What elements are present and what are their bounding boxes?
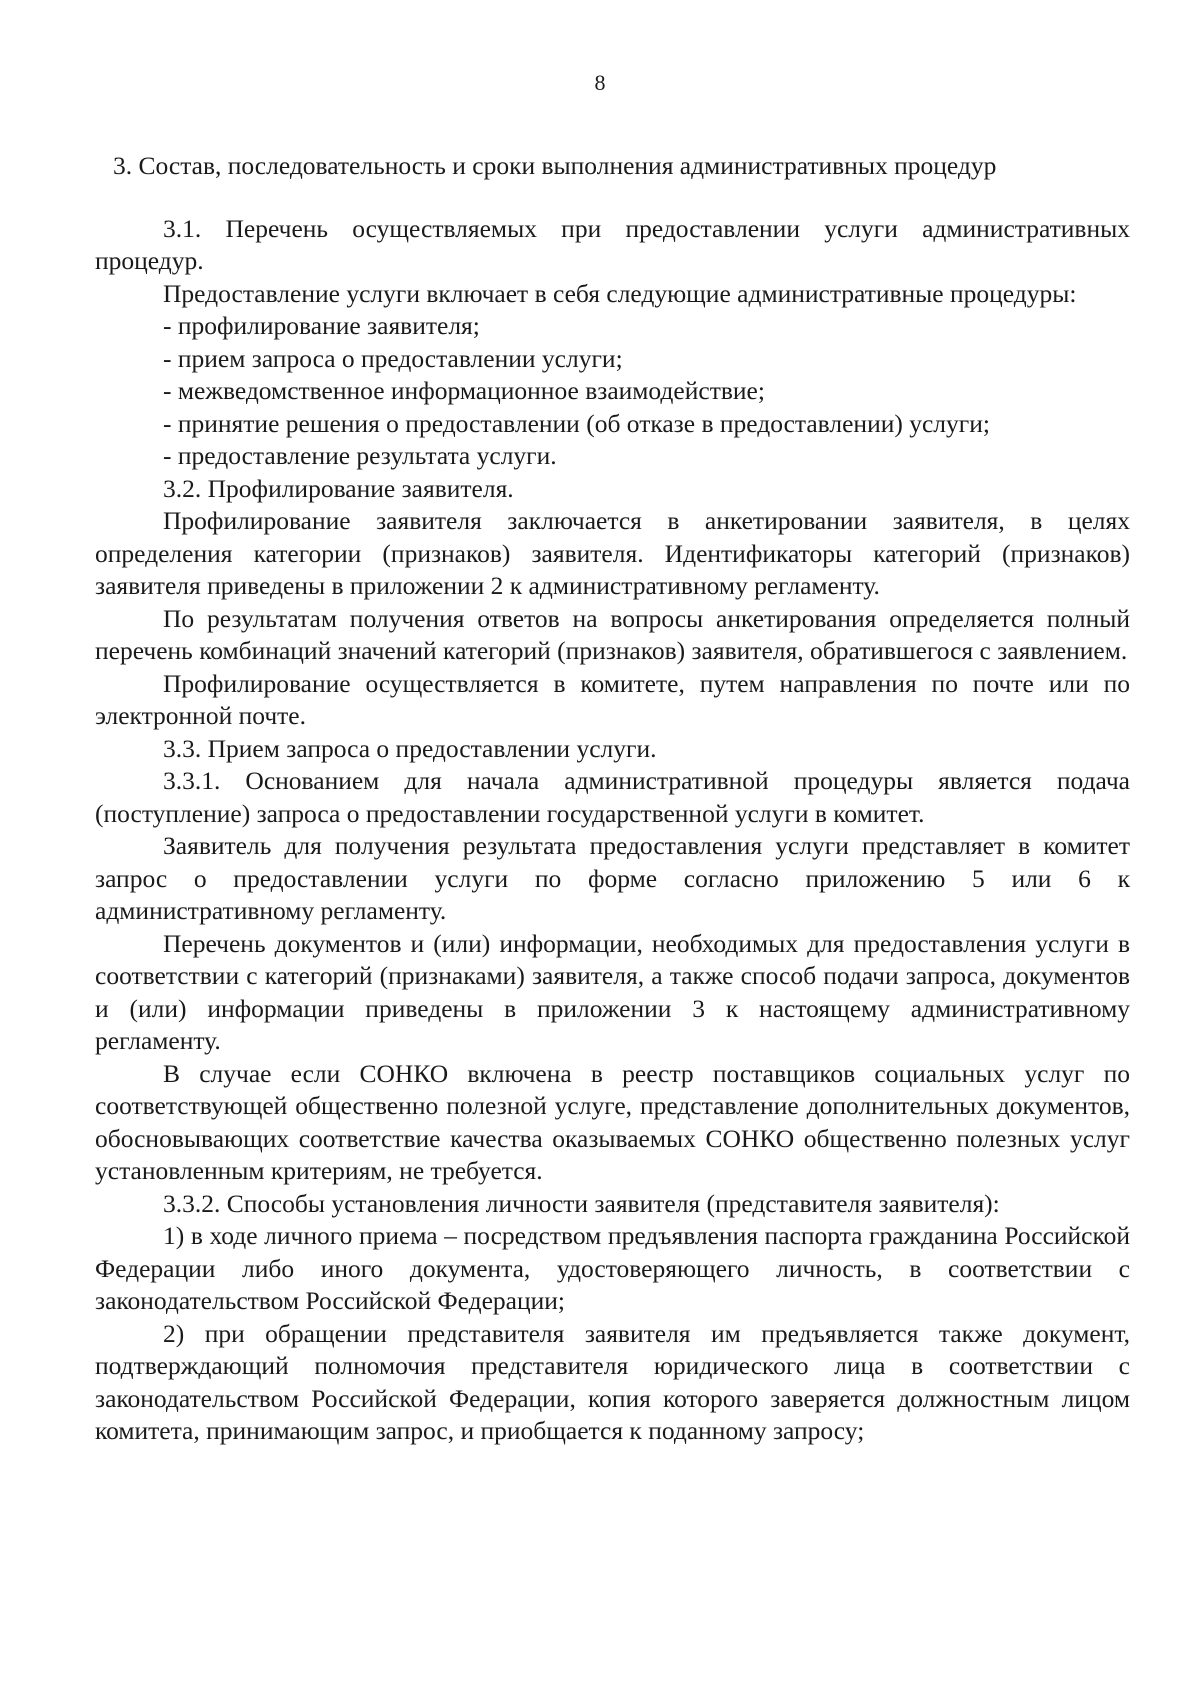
section-3-2-paragraph: По результатам получения ответов на вопросы анкетирования определяется полный перечень комбинаций значений категорий (признаков) заявителя, обратившегося с заявлением. — [95, 603, 1130, 665]
list-item: - принятие решения о предоставлении (об отказе в предоставлении) услуги; — [163, 408, 990, 438]
section-heading: 3. Состав, последовательность и сроки выполнения административных процедур — [113, 151, 997, 180]
list-item: - предоставление результата услуги. — [163, 441, 557, 470]
section-3-2-title: 3.2. Профилирование заявителя. — [163, 473, 514, 503]
page-number: 8 — [594, 70, 606, 95]
section-3-2-paragraph: Профилирование заявителя заключается в анкетировании заявителя, в целях определения категории (признаков) заявителя. Идентификаторы категорий (признаков) заявителя приведены в приложении 2 к административному регламенту. — [95, 506, 1130, 600]
section-3-3-paragraph: В случае если СОНКО включена в реестр поставщиков социальных услуг по соответствующей общественно полезной услуге, представление дополнительных документов, обосновывающих соответствие качества оказываемых СОНКО общественно полезных услуг установленным критериям, не требуется. — [95, 1058, 1130, 1185]
section-3-3-paragraph: Заявитель для получения результата предоставления услуги представляет в комитет запрос о предоставлении услуги по форме согласно приложению 5 или 6 к административному регламенту. — [95, 831, 1130, 925]
identification-item-2: 2) при обращении представителя заявителя им предъявляется также документ, подтверждающий полномочия представителя юридического лица в соответствии с законодательством Российской Федерации, копия которого заверяется должностным лицом комитета, принимающим запрос, и приобщается к поданному запросу; — [95, 1318, 1130, 1445]
section-3-3-paragraph: Перечень документов и (или) информации, необходимых для предоставления услуги в соответствии с категорий (признаками) заявителя, а также способ подачи запроса, документов и (или) информации приведены в приложении 3 к настоящему административному регламенту. — [95, 928, 1130, 1055]
identification-item-1: 1) в ходе личного приема – посредством предъявления паспорта гражданина Российской Федерации либо иного документа, удостоверяющего личность, в соответствии с законодательством Российской Федерации; — [95, 1221, 1130, 1315]
section-3-3-title: 3.3. Прием запроса о предоставлении услуги. — [163, 733, 657, 763]
document-body — [95, 150, 1130, 1448]
list-item: - межведомственное информационное взаимодействие; — [163, 376, 765, 405]
section-3-3-2-title: 3.3.2. Способы установления личности заявителя (представителя заявителя): — [163, 1188, 1000, 1218]
paragraph-3-1: 3.1. Перечень осуществляемых при предоставлении услуги административных процедур. — [95, 213, 1130, 275]
section-3-3-paragraph: 3.3.1. Основанием для начала административной процедуры является подача (поступление) запроса о предоставлении государственной услуги в комитет. — [95, 766, 1130, 828]
paragraph-procedures-intro: Предоставление услуги включает в себя следующие административные процедуры: — [163, 278, 1077, 308]
list-item: - профилирование заявителя; — [163, 311, 480, 340]
section-3-2-paragraph: Профилирование осуществляется в комитете, путем направления по почте или по электронной почте. — [95, 668, 1130, 730]
list-item: - прием запроса о предоставлении услуги; — [163, 343, 623, 373]
